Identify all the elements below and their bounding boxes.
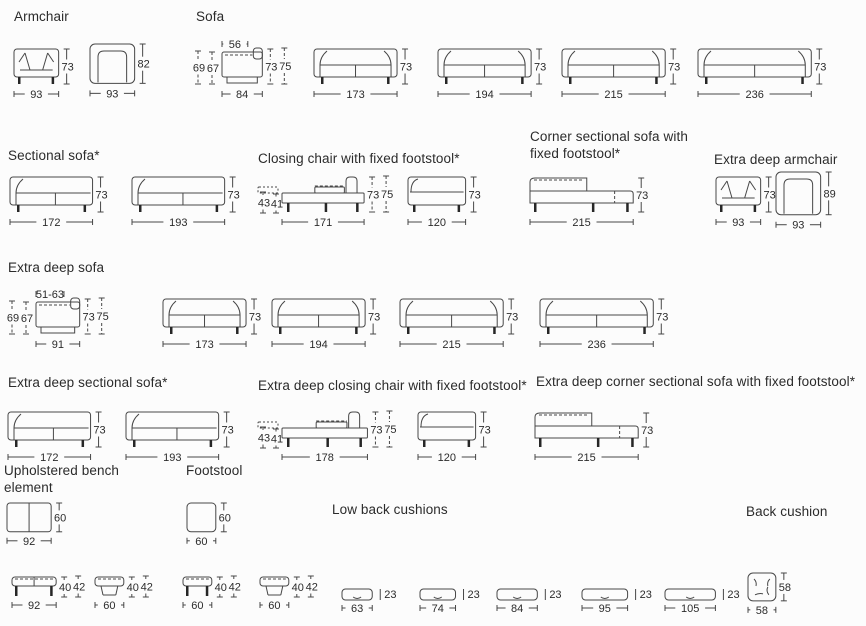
dim-label: 73 [265,61,278,74]
dim-label: 215 [572,217,591,229]
dim-label: 172 [42,217,61,229]
section-title-armchair: Armchair [14,9,69,24]
section-title-extra-deep-armchair: Extra deep armchair [714,152,838,167]
dim-label: 43 [257,197,271,210]
dim-label: 73 [636,190,649,202]
sofa-front-215 [562,49,680,101]
dim-label: 120 [437,452,456,464]
section-title-low-back-cushions: Low back cushions [332,502,448,517]
low-back-cushion-95 [582,589,652,615]
dim-label: 60 [195,535,208,548]
dim-label: 73 [248,311,262,324]
dim-label: 172 [40,452,59,464]
dim-label: 73 [367,311,381,324]
corner-sectional-side-215 [530,178,648,229]
extra-deep-armchair-front-93 [716,177,776,229]
dim-label: 42 [228,581,241,594]
bench-front-60-legs [183,576,241,612]
dim-label: 60 [54,512,67,525]
dim-label: 23 [549,589,562,601]
section-title-extra-deep-sofa: Extra deep sofa [8,260,105,275]
extra-deep-sofa-front-194 [272,299,380,351]
dim-label: 40 [291,582,304,594]
dim-label: 69 [6,312,20,325]
dim-label: 56 [228,39,242,51]
dim-label: 193 [169,217,188,229]
dim-label: 23 [639,589,652,601]
dim-label: 67 [206,63,220,75]
dim-label: 215 [577,452,596,464]
armchair-front-93 [14,49,74,101]
extra-deep-sofa-front-236 [540,299,668,351]
section-title-sectional-sofa: Sectional sofa* [8,148,100,163]
dim-label: 95 [598,603,611,615]
dim-label: 173 [346,89,365,101]
dim-label: 89 [823,188,836,201]
extra-deep-sofa-front-215 [400,299,518,351]
dim-label: 75 [380,189,394,201]
dim-label: 236 [745,89,764,101]
dim-label: 23 [467,589,480,601]
dim-label: 93 [792,219,805,232]
dim-label: 73 [468,189,481,202]
bench-front-60-sled [95,576,153,612]
dim-label: 93 [30,89,43,101]
dim-label: 120 [427,217,446,229]
dim-label: 73 [641,425,654,437]
dim-label: 73 [506,311,519,324]
back-cushion-58 [748,573,791,617]
dim-label: 40 [59,582,72,594]
dim-label: 194 [475,89,494,101]
dim-label: 73 [763,189,776,202]
dim-label: 73 [221,424,234,437]
dim-label: 93 [106,88,119,101]
dim-label: 73 [814,61,827,74]
dim-label: 84 [236,89,249,101]
dim-label: 60 [103,600,116,612]
sectional-front-193 [132,177,240,229]
dim-label: 215 [442,339,461,351]
low-back-cushion-63 [342,589,396,615]
extra-deep-closing-front-120 [418,412,491,464]
dim-label: 84 [511,603,524,615]
dim-label: 23 [384,589,397,601]
dim-label: 215 [604,89,623,101]
dim-label: 42 [140,581,153,594]
dim-label: 171 [313,217,333,229]
dim-label: 58 [778,581,791,594]
dim-label: 60 [268,600,281,612]
armchair-top-93 [90,44,150,100]
section-title-closing-chair: Closing chair with fixed footstool* [258,151,460,166]
sofa-front-194 [438,49,546,101]
dim-label: 75 [279,61,292,73]
extra-deep-armchair-top-93 [776,172,836,232]
dim-label: 40 [126,582,139,594]
dim-label: 75 [384,424,397,436]
sofa-front-173 [314,49,412,101]
extra-deep-sectional-193 [126,412,234,464]
dim-label: 73 [370,424,383,437]
dim-label: 67 [20,313,34,325]
section-title-extra-deep-sectional: Extra deep sectional sofa* [8,375,168,390]
extra-deep-sofa-side-91 [7,289,109,351]
dim-label: 73 [399,61,413,74]
sofa-front-236 [698,49,826,101]
closing-chair-front-120 [408,177,481,229]
dim-label: 82 [137,58,150,71]
dim-label: 92 [22,535,36,548]
dim-label: 92 [27,600,41,612]
dim-label: 41 [270,433,284,446]
dim-label: 193 [163,452,182,464]
section-title-footstool: Footstool [186,463,243,478]
sofa-side-84 [193,39,292,101]
dim-label: 73 [366,189,380,202]
section-title-extra-deep-corner: Extra deep corner sectional sofa with fixed footstool* [536,374,856,389]
dim-label: 40 [214,582,227,594]
dim-label: 43 [257,432,271,445]
extra-deep-closing-side-178 [258,411,397,464]
dim-label: 42 [305,581,318,594]
low-back-cushion-74 [420,589,480,615]
dim-label: 58 [755,604,769,617]
dim-label: 75 [96,311,109,323]
dim-label: 73 [93,424,106,437]
dim-label: 74 [431,603,444,615]
dim-label: 236 [587,339,606,351]
extra-deep-sectional-172 [8,412,106,464]
footstool-top-60 [187,503,231,548]
dim-label: 41 [270,198,284,211]
extra-deep-sofa-front-173 [163,299,261,351]
dim-label: 194 [309,339,328,351]
bench-front-92 [12,576,85,612]
bench-front-60-sled-2 [260,576,318,612]
low-back-cushion-105 [665,589,740,615]
extra-deep-corner-side-215 [535,413,653,464]
dim-label: 73 [95,189,108,202]
bench-top-92 [7,503,66,548]
dim-label: 60 [218,512,231,525]
section-title-sofa: Sofa [196,9,225,24]
low-back-cushion-84 [497,589,562,615]
section-title-corner-sectional: Corner sectional sofa with fixed footstool* [530,129,688,161]
dim-label: 73 [478,424,491,437]
section-title-upholstered-bench: Upholstered bench element [4,463,120,495]
dim-label: 69 [192,62,206,75]
dim-label: 91 [51,339,64,351]
dim-label: 73 [533,61,547,74]
section-title-back-cushion: Back cushion [746,504,828,519]
dim-label: 105 [681,603,700,615]
dim-label: 73 [227,189,240,202]
dim-label: 73 [61,61,74,74]
dim-label: 73 [668,61,681,74]
dim-label: 51-63 [35,289,65,301]
dim-label: 60 [191,600,204,612]
dim-label: 93 [732,217,745,229]
section-title-extra-deep-closing: Extra deep closing chair with fixed footstool* [258,378,527,393]
dim-label: 178 [315,452,334,464]
closing-chair-side-171 [258,176,393,229]
dim-label: 23 [727,589,740,601]
dim-label: 173 [195,339,214,351]
dim-label: 73 [656,311,669,324]
sectional-front-172 [10,177,108,229]
dim-label: 73 [82,311,95,324]
dim-label: 42 [73,581,86,594]
dim-label: 63 [350,603,364,615]
